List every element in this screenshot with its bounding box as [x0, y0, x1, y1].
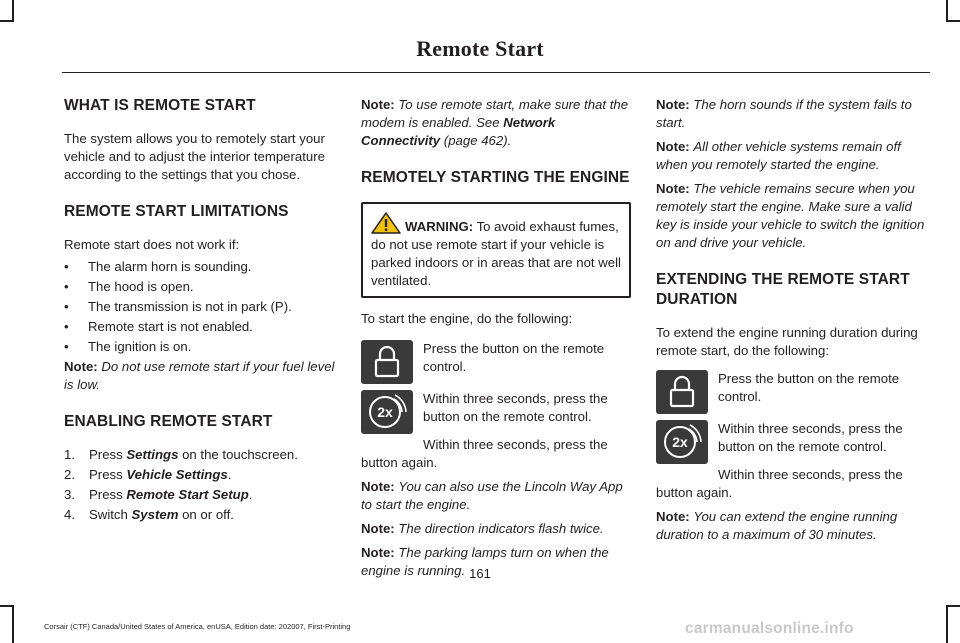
icon-2x-label: 2x — [377, 404, 393, 420]
heading-remote-start-limitations: REMOTE START LIMITATIONS — [64, 203, 289, 220]
edition-info: Corsair (CTF) Canada/United States of America, enUSA, Edition date: 202007, First-Printing — [44, 622, 351, 631]
enable-steps-list — [64, 446, 336, 524]
icon-2x-label: 2x — [672, 434, 688, 450]
double-press-2x-icon — [656, 420, 708, 464]
page-number: 161 — [469, 566, 491, 581]
list-item: • The alarm horn is sounding. — [64, 259, 252, 274]
note-modem: Note: To use remote start, make sure that the modem is enabled. See Network Connectivity (page 462). — [361, 97, 629, 148]
network-connectivity-link[interactable]: Network Connectivity — [361, 115, 556, 148]
step-press-again: Within three seconds, press the button again. — [656, 467, 903, 500]
list-item: • The hood is open. — [64, 279, 194, 294]
bullet: • — [64, 339, 69, 354]
paragraph-what-is: The system allows you to remotely start your vehicle and to adjust the interior temperature according to the settings that you chose. — [64, 131, 325, 182]
heading-remotely-starting: REMOTELY STARTING THE ENGINE — [361, 169, 630, 186]
note-lincoln-way: Note: You can also use the Lincoln Way App to start the engine. — [361, 479, 623, 512]
heading-extending-duration: EXTENDING THE REMOTE START DURATION — [656, 271, 910, 308]
note-horn: Note: The horn sounds if the system fails to start. — [656, 97, 912, 130]
bullet: • — [64, 279, 69, 294]
list-item: 2. Press Vehicle Settings. — [64, 467, 232, 482]
list-item: 4. Switch System on or off. — [64, 507, 234, 522]
left-column — [64, 96, 336, 526]
note-indicators: Note: The direction indicators flash twice. — [361, 521, 604, 536]
crop-mark-bottom-left-v — [12, 605, 14, 643]
page-title: Remote Start — [416, 36, 544, 61]
lock-icon — [656, 370, 708, 414]
list-item: • Remote start is not enabled. — [64, 319, 253, 334]
bullet: • — [64, 299, 69, 314]
paragraph-limitations: Remote start does not work if: — [64, 237, 240, 252]
step-press-lock: Press the button on the remote control. — [656, 370, 928, 414]
step-press-twice: 2x Within three seconds, press the button on the remote control. — [361, 390, 633, 434]
list-item: 3. Press Remote Start Setup. — [64, 487, 253, 502]
limitations-list — [64, 258, 336, 356]
note-systems-off: Note: All other vehicle systems remain off when you remotely started the engine. — [656, 139, 901, 172]
step-press-again: Within three seconds, press the button again. — [361, 437, 608, 470]
crop-mark-bottom-right-h — [946, 605, 960, 607]
crop-mark-top-right-h — [946, 20, 960, 22]
step-press-lock: Press the button on the remote control. — [361, 340, 633, 384]
note-extend-max: Note: You can extend the engine running duration to a maximum of 30 minutes. — [656, 509, 898, 542]
warning-box: WARNING: To avoid exhaust fumes, do not use remote start if your vehicle is parked indoors or in areas that are not well ventilated. — [361, 202, 631, 298]
step-press-twice: 2x Within three seconds, press the button on the remote control. — [656, 420, 928, 464]
heading-enabling-remote-start: ENABLING REMOTE START — [64, 413, 273, 430]
paragraph-extend-intro: To extend the engine running duration during remote start, do the following: — [656, 325, 918, 358]
crop-mark-bottom-left-h — [0, 605, 14, 607]
note-secure: Note: The vehicle remains secure when you remotely start the engine. Make sure a valid key is inside your vehicle to switch the ignition on and drive your vehicle. — [656, 181, 925, 250]
double-press-2x-icon — [361, 390, 413, 434]
list-item: • The transmission is not in park (P). — [64, 299, 292, 314]
crop-mark-top-right-v — [946, 0, 948, 22]
paragraph-start-intro: To start the engine, do the following: — [361, 311, 573, 326]
note-fuel: Note: Do not use remote start if your fuel level is low. — [64, 359, 335, 392]
right-column — [656, 96, 928, 544]
lock-icon — [361, 340, 413, 384]
watermark: carmanualsonline.info — [685, 620, 854, 637]
crop-mark-top-left-v — [12, 0, 14, 22]
header-rule — [62, 72, 930, 73]
crop-mark-top-left-h — [0, 20, 14, 22]
heading-what-is-remote-start: WHAT IS REMOTE START — [64, 97, 256, 114]
list-item: • The ignition is on. — [64, 339, 192, 354]
bullet: • — [64, 319, 69, 334]
note-parking-lamps: Note: The parking lamps turn on when the engine is running. — [361, 545, 609, 578]
bullet: • — [64, 259, 69, 274]
crop-mark-bottom-right-v — [946, 605, 948, 643]
list-item: 1. Press Settings on the touchscreen. — [64, 447, 298, 462]
middle-column — [361, 96, 633, 580]
warning-triangle-icon — [371, 212, 401, 234]
